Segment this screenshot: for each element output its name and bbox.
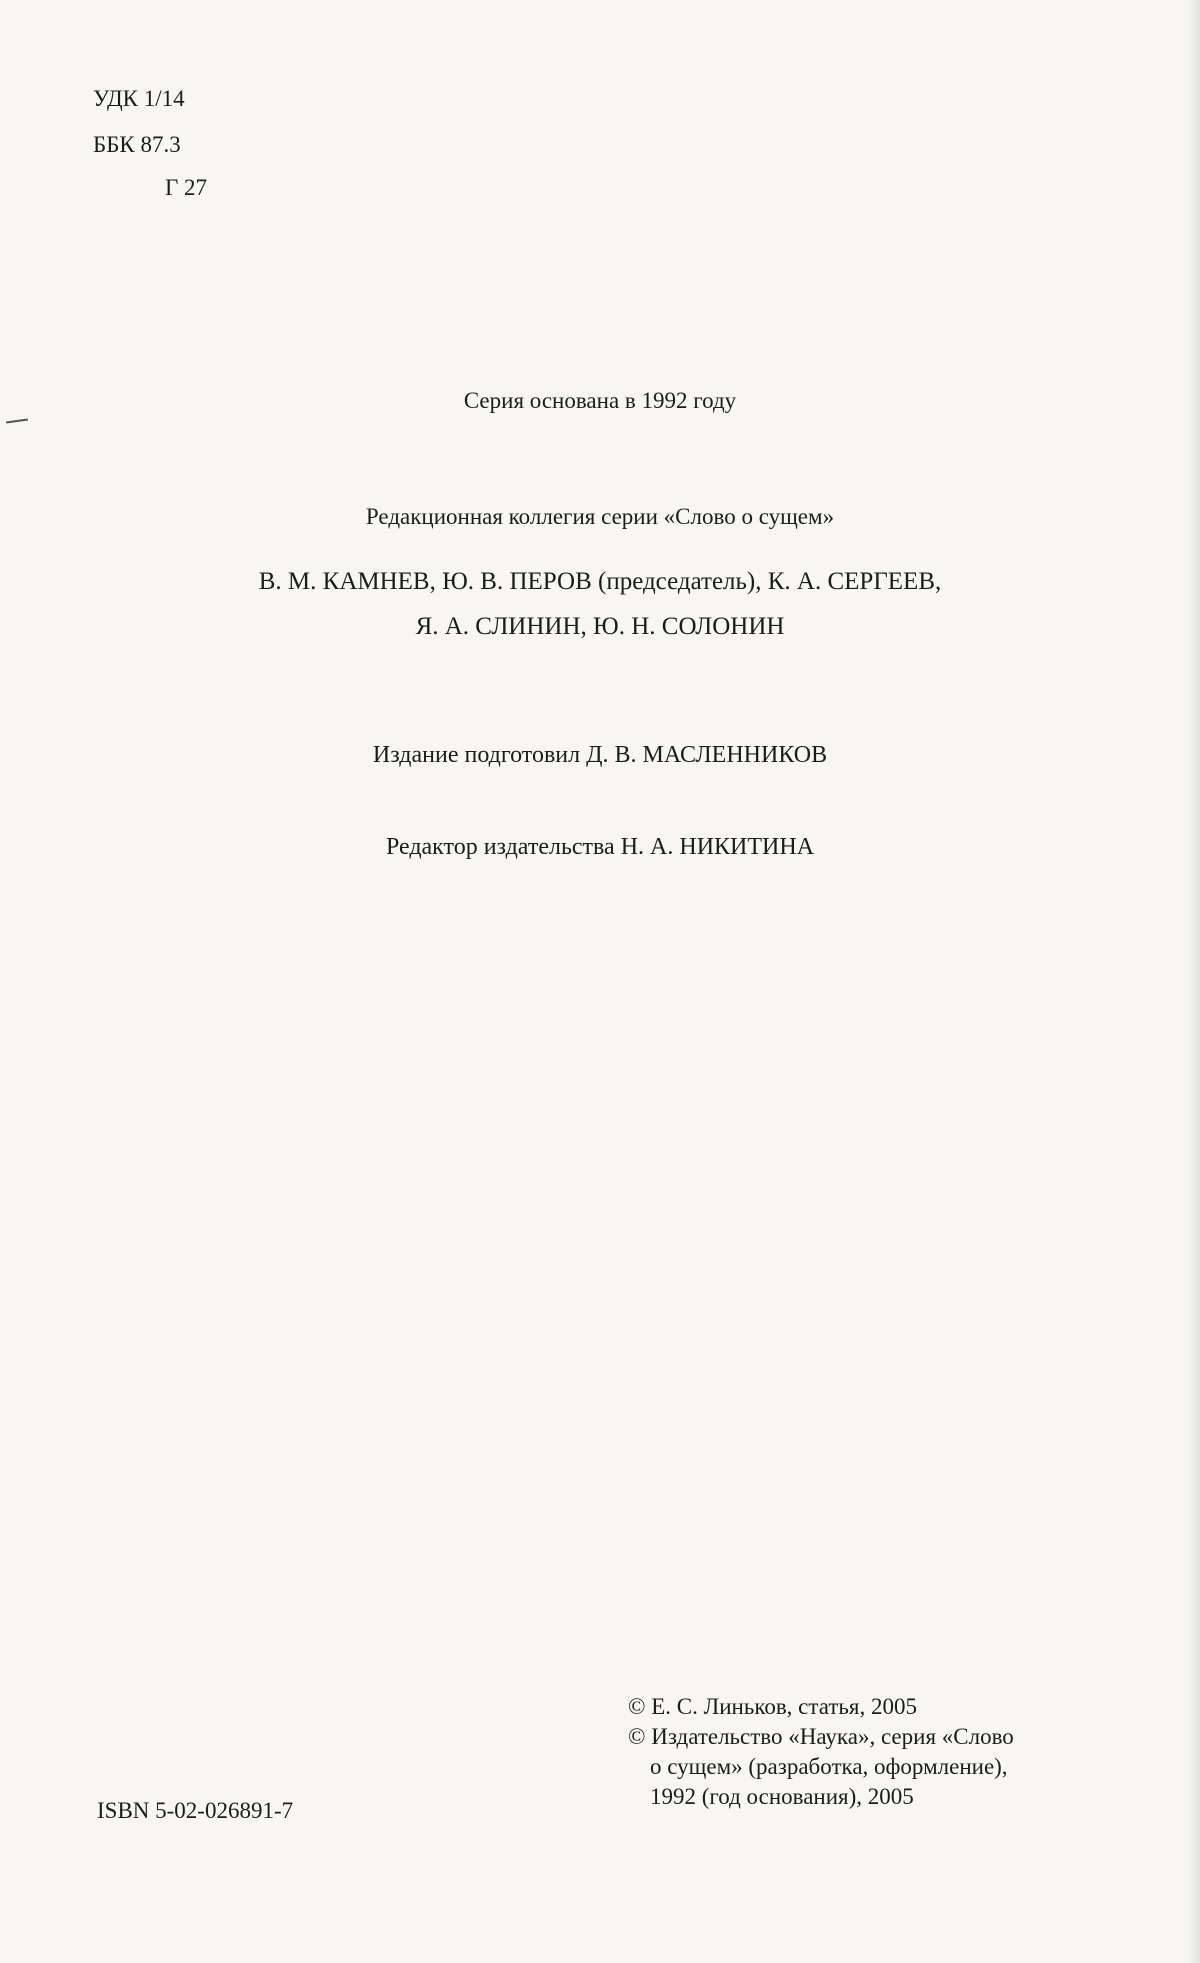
copyright-line-3: о сущем» (разработка, оформление), — [650, 1754, 1008, 1779]
copyright-line-4: 1992 (год основания), 2005 — [650, 1784, 914, 1809]
editorial-board-heading: Редакционная коллегия серии «Слово о сущем» — [365, 504, 835, 529]
author-mark: Г 27 — [165, 175, 208, 200]
udk-code: УДК 1/14 — [93, 86, 185, 111]
series-founded: Серия основана в 1992 году — [463, 388, 737, 413]
editorial-board-members — [0, 559, 1200, 649]
editorial-board-line-1: В. М. КАМНЕВ, Ю. В. ПЕРОВ (председатель), К. А. СЕРГЕЕВ, — [258, 568, 942, 595]
isbn: ISBN 5-02-026891-7 — [97, 1798, 294, 1823]
bbk-code: ББК 87.3 — [93, 132, 181, 157]
copyright-block — [628, 1692, 1014, 1812]
page-edge-shadow — [1186, 0, 1200, 1963]
publisher-editor: Редактор издательства Н. А. НИКИТИНА — [385, 834, 815, 860]
copyright-line-1: © Е. С. Линьков, статья, 2005 — [628, 1694, 917, 1719]
editorial-board-line-2: Я. А. СЛИНИН, Ю. Н. СОЛОНИН — [415, 613, 785, 640]
prepared-by: Издание подготовил Д. В. МАСЛЕННИКОВ — [372, 742, 828, 768]
copyright-line-2: © Издательство «Наука», серия «Слово — [628, 1724, 1014, 1749]
margin-mark — [6, 418, 28, 423]
